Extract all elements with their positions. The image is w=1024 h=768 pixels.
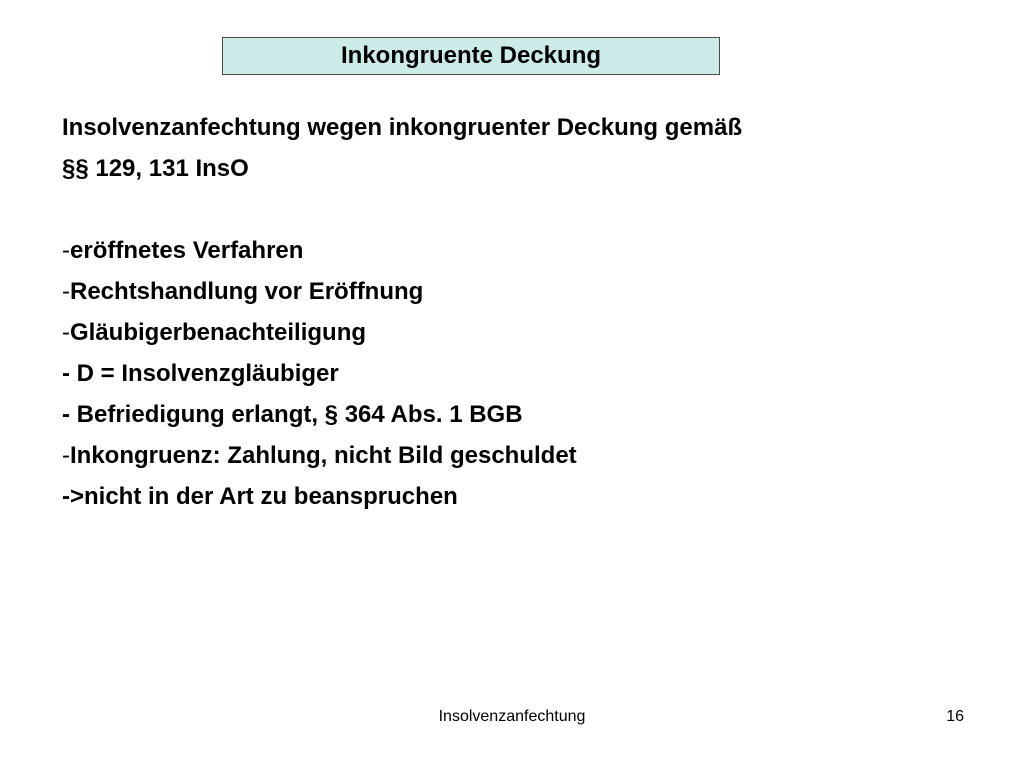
list-item-text: Rechtshandlung vor Eröffnung [70,278,424,305]
list-item [62,360,339,389]
list-item-text: - D = Insolvenzgläubiger [62,360,339,387]
list-item-text: eröffnetes Verfahren [70,237,304,264]
slide-title: Inkongruente Deckung [340,42,602,69]
list-item-dash: - [62,319,70,346]
footer-title: Insolvenzanfechtung [438,708,586,725]
list-item-text: Gläubigerbenachteiligung [70,319,367,346]
list-item [62,483,458,512]
list-item-dash: - [62,237,70,264]
list-item [62,278,423,307]
list-item [62,319,366,348]
list-item [62,442,577,471]
list-item-dash: - [62,278,70,305]
intro-line-2 [62,155,249,184]
list-item-text: - Befriedigung erlangt, § 364 Abs. 1 BGB [62,401,523,428]
intro-line-1 [62,114,742,143]
list-item-dash: - [62,442,70,469]
title-box [222,37,720,75]
page-number: 16 [946,708,964,725]
list-item-text: Inkongruenz: Zahlung, nicht Bild geschuldet [70,442,577,469]
intro-line-1-text: Insolvenzanfechtung wegen inkongruenter Deckung gemäß [62,114,743,141]
list-item [62,401,523,430]
list-item-text: ->nicht in der Art zu beanspruchen [62,483,458,510]
intro-line-2-text: §§ 129, 131 InsO [62,155,249,182]
list-item [62,237,303,266]
